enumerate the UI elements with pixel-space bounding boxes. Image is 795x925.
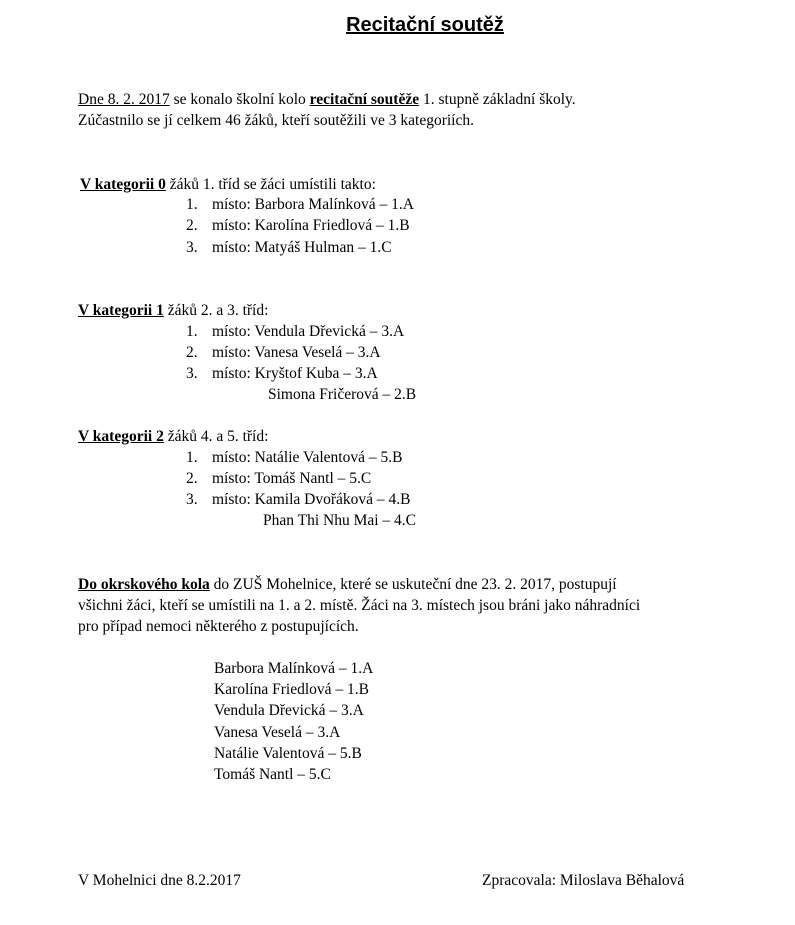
- rank-text: místo: Vendula Dřevická – 3.A: [212, 323, 405, 340]
- category-2-row: [186, 490, 410, 510]
- intro-text-2: 1. stupně základní školy.: [419, 91, 576, 108]
- rank-text: místo: Kryštof Kuba – 3.A: [212, 365, 378, 382]
- category-2-row: [186, 469, 371, 489]
- category-0-desc: žáků 1. tříd se žáci umístili takto:: [165, 176, 376, 193]
- category-2-shared-third: Phan Thi Nhu Mai – 4.C: [263, 512, 416, 529]
- rank-number: 3.: [186, 239, 198, 256]
- rank-number: 1.: [186, 196, 198, 213]
- category-2-desc: žáků 4. a 5. tříd:: [163, 428, 269, 445]
- intro-competition: recitační soutěže: [309, 91, 420, 108]
- district-text-1: do ZUŠ Mohelnice, které se uskuteční dne 23. 2. 2017, postupují: [209, 576, 617, 593]
- rank-number: 1.: [186, 323, 198, 340]
- rank-text: místo: Matyáš Hulman – 1.C: [212, 239, 392, 256]
- rank-number: 1.: [186, 449, 198, 466]
- rank-text: místo: Karolína Friedlová – 1.B: [212, 217, 410, 234]
- category-2-heading: V kategorii 2: [78, 428, 164, 445]
- district-line-1: [78, 575, 617, 595]
- category-0-row: [186, 238, 392, 258]
- category-2-header: [78, 427, 268, 447]
- district-heading: Do okrskového kola: [78, 576, 210, 593]
- advancing-name: Vendula Dřevická – 3.A: [214, 702, 364, 719]
- category-2-row: [186, 448, 402, 468]
- intro-date: Dne 8. 2. 2017: [78, 91, 170, 108]
- rank-text: místo: Tomáš Nantl – 5.C: [212, 470, 372, 487]
- advancing-name: Tomáš Nantl – 5.C: [214, 766, 331, 783]
- category-1-shared-third: Simona Fričerová – 2.B: [268, 386, 417, 403]
- category-0-heading: V kategorii 0: [80, 176, 166, 193]
- category-0-header: [80, 175, 376, 195]
- intro-line-1: [78, 90, 576, 110]
- category-1-row: [186, 343, 381, 363]
- advancing-name: Vanesa Veselá – 3.A: [214, 724, 341, 741]
- footer-author: Zpracovala: Miloslava Běhalová: [482, 872, 685, 889]
- category-0-row: [186, 216, 410, 236]
- intro-text-1: se konalo školní kolo: [169, 91, 310, 108]
- rank-number: 3.: [186, 365, 198, 382]
- rank-text: místo: Natálie Valentová – 5.B: [212, 449, 403, 466]
- district-line-3: pro případ nemoci některého z postupujících.: [78, 618, 359, 635]
- rank-number: 2.: [186, 217, 198, 234]
- category-1-row: [186, 322, 404, 342]
- district-line-2: všichni žáci, kteří se umístili na 1. a 2. místě. Žáci na 3. místech jsou bráni jako náhradníci: [78, 597, 641, 614]
- rank-text: místo: Barbora Malínková – 1.A: [212, 196, 414, 213]
- category-1-header: [78, 301, 268, 321]
- rank-text: místo: Kamila Dvořáková – 4.B: [212, 491, 411, 508]
- footer-place-date: V Mohelnici dne 8.2.2017: [78, 872, 241, 889]
- rank-number: 3.: [186, 491, 198, 508]
- category-1-desc: žáků 2. a 3. tříd:: [163, 302, 269, 319]
- document-title: Recitační soutěž: [346, 14, 504, 36]
- intro-line-2: Zúčastnilo se jí celkem 46 žáků, kteří soutěžili ve 3 kategoriích.: [78, 112, 474, 129]
- advancing-name: Barbora Malínková – 1.A: [214, 660, 374, 677]
- rank-number: 2.: [186, 470, 198, 487]
- rank-number: 2.: [186, 344, 198, 361]
- advancing-name: Natálie Valentová – 5.B: [214, 745, 362, 762]
- category-1-row: [186, 364, 378, 384]
- category-1-heading: V kategorii 1: [78, 302, 164, 319]
- category-0-row: [186, 195, 414, 215]
- rank-text: místo: Vanesa Veselá – 3.A: [212, 344, 381, 361]
- advancing-name: Karolína Friedlová – 1.B: [214, 681, 369, 698]
